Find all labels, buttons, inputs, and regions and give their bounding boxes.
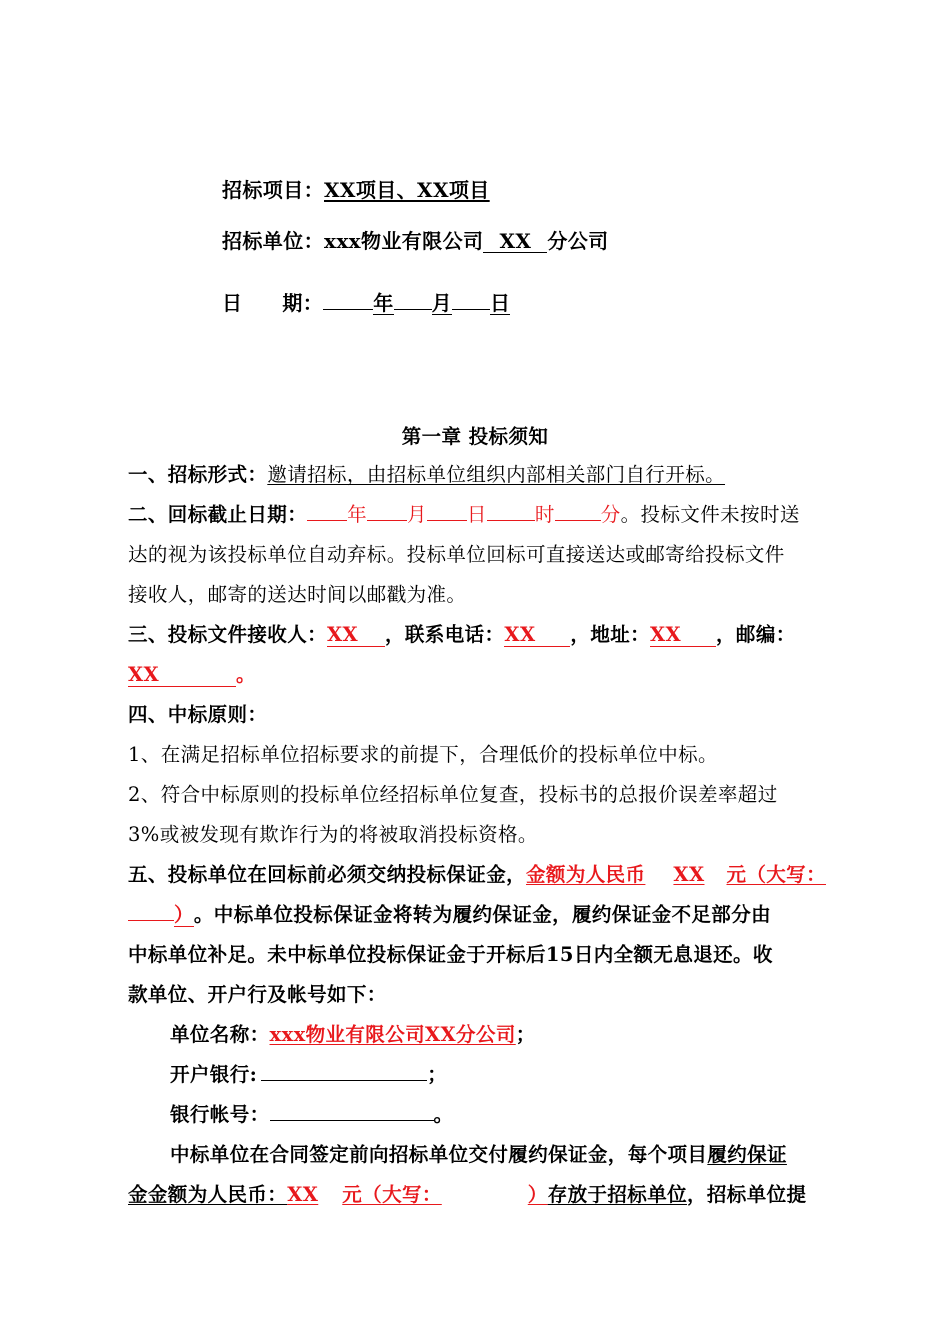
section-3-line-1 bbox=[128, 620, 796, 650]
account-number-line bbox=[170, 1100, 453, 1130]
performance-close-paren: ） bbox=[527, 1183, 548, 1206]
section-2-year: 年 bbox=[347, 503, 368, 526]
section-5-line-2-text: 。中标单位投标保证金将转为履约保证金，履约保证金不足部分由 bbox=[193, 903, 772, 926]
performance-line-2 bbox=[128, 1180, 806, 1210]
performance-amount-words: 元（大写： bbox=[342, 1183, 442, 1206]
section-3-recipient: XX bbox=[327, 624, 385, 647]
section-3-heading: 三、投标文件接收人： bbox=[128, 623, 328, 646]
section-4-item-1: 1、在满足招标单位招标要求的前提下，合理低价的投标单位中标。 bbox=[128, 743, 718, 766]
cover-unit-line bbox=[222, 226, 609, 256]
section-5-amount-words: 元（大写： bbox=[726, 863, 826, 886]
section-2-line-1 bbox=[128, 500, 800, 530]
section-2-heading: 二、回标截止日期： bbox=[128, 503, 308, 526]
section-3-addr: XX bbox=[650, 624, 716, 647]
section-2-line-2: 达的视为该投标单位自动弃标。投标单位回标可直接送达或邮寄给投标文件 bbox=[128, 543, 785, 566]
performance-amount-xx: XX bbox=[287, 1183, 319, 1206]
section-5-line-1 bbox=[128, 860, 826, 890]
account-number-end: 。 bbox=[433, 1103, 454, 1126]
cover-date-label-2: 期： bbox=[282, 291, 324, 315]
cover-unit-blank: XX bbox=[483, 230, 547, 253]
account-bank-label: 开户银行: bbox=[170, 1063, 258, 1086]
account-bank-line bbox=[170, 1060, 447, 1090]
performance-amount-label: 金金额为人民币： bbox=[128, 1183, 288, 1206]
section-3-phone-label: ，联系电话： bbox=[385, 623, 505, 646]
section-5-line-4: 款单位、开户行及帐号如下： bbox=[128, 983, 387, 1006]
account-bank-end: ； bbox=[427, 1063, 448, 1086]
section-3-end: 。 bbox=[236, 663, 256, 686]
section-5-line-2 bbox=[128, 900, 771, 930]
section-2-month: 月 bbox=[407, 503, 427, 526]
cover-date-day: 日 bbox=[490, 291, 511, 315]
cover-unit-prefix: xxx物业有限公司 bbox=[324, 229, 484, 253]
performance-deposit: 存放于招标单位 bbox=[547, 1183, 687, 1206]
section-5-amount-label: 金额为人民币 bbox=[526, 863, 646, 886]
section-3-phone: XX bbox=[504, 624, 570, 647]
chapter-title: 第一章 投标须知 bbox=[401, 425, 549, 448]
section-2-line-3: 接收人，邮寄的送达时间以邮戳为准。 bbox=[128, 583, 467, 606]
cover-project-label: 招标项目： bbox=[222, 178, 324, 202]
section-5-close-paren: ） bbox=[174, 903, 194, 926]
section-2-minute: 分 bbox=[600, 503, 621, 526]
performance-text-a: 中标单位在合同签定前向招标单位交付履约保证金，每个项目 bbox=[170, 1143, 708, 1166]
section-5-heading: 五、投标单位在回标前必须交纳投标保证金， bbox=[128, 863, 527, 886]
performance-line-1 bbox=[170, 1140, 787, 1170]
section-1-text: 邀请招标，由招标单位组织内部相关部门自行开标。 bbox=[267, 463, 726, 486]
section-1-heading: 一、招标形式： bbox=[128, 463, 268, 486]
cover-date-line bbox=[222, 288, 510, 318]
section-2-tail: 。投标文件未按时送 bbox=[620, 503, 800, 526]
section-5-line-3: 中标单位补足。未中标单位投标保证金于开标后15日内全额无息退还。收 bbox=[128, 943, 773, 966]
section-2-day: 日 bbox=[466, 503, 487, 526]
account-name-end: ； bbox=[515, 1023, 536, 1046]
cover-unit-suffix: 分公司 bbox=[547, 229, 609, 253]
performance-text-b: 履约保证 bbox=[707, 1143, 787, 1166]
section-3-zip-label: ，邮编： bbox=[716, 623, 796, 646]
account-name-value: xxx物业有限公司XX分公司 bbox=[269, 1023, 516, 1046]
account-name-line bbox=[170, 1020, 536, 1050]
performance-tail: ，招标单位提 bbox=[687, 1183, 807, 1206]
section-2-hour: 时 bbox=[534, 503, 555, 526]
section-5-amount-xx: XX bbox=[673, 863, 705, 886]
section-1-line bbox=[128, 460, 725, 490]
section-3-addr-label: ，地址： bbox=[570, 623, 651, 646]
section-3-zip: XX bbox=[128, 664, 236, 687]
section-3-line-2 bbox=[128, 660, 256, 690]
cover-project-value: XX项目、XX项目 bbox=[324, 178, 490, 202]
account-number-label: 银行帐号： bbox=[170, 1103, 270, 1126]
section-4-item-2-line-2: 3%或被发现有欺诈行为的将被取消投标资格。 bbox=[128, 823, 538, 846]
account-name-label: 单位名称： bbox=[170, 1023, 270, 1046]
cover-date-month: 月 bbox=[431, 291, 453, 315]
cover-unit-label: 招标单位： bbox=[222, 229, 324, 253]
section-4-heading: 四、中标原则： bbox=[128, 703, 268, 726]
cover-date-label-1: 日 bbox=[222, 291, 243, 315]
section-4-item-2-line-1: 2、符合中标原则的投标单位经招标单位复查，投标书的总报价误差率超过 bbox=[128, 783, 778, 806]
cover-date-year: 年 bbox=[373, 291, 394, 315]
cover-project-line bbox=[222, 175, 490, 205]
